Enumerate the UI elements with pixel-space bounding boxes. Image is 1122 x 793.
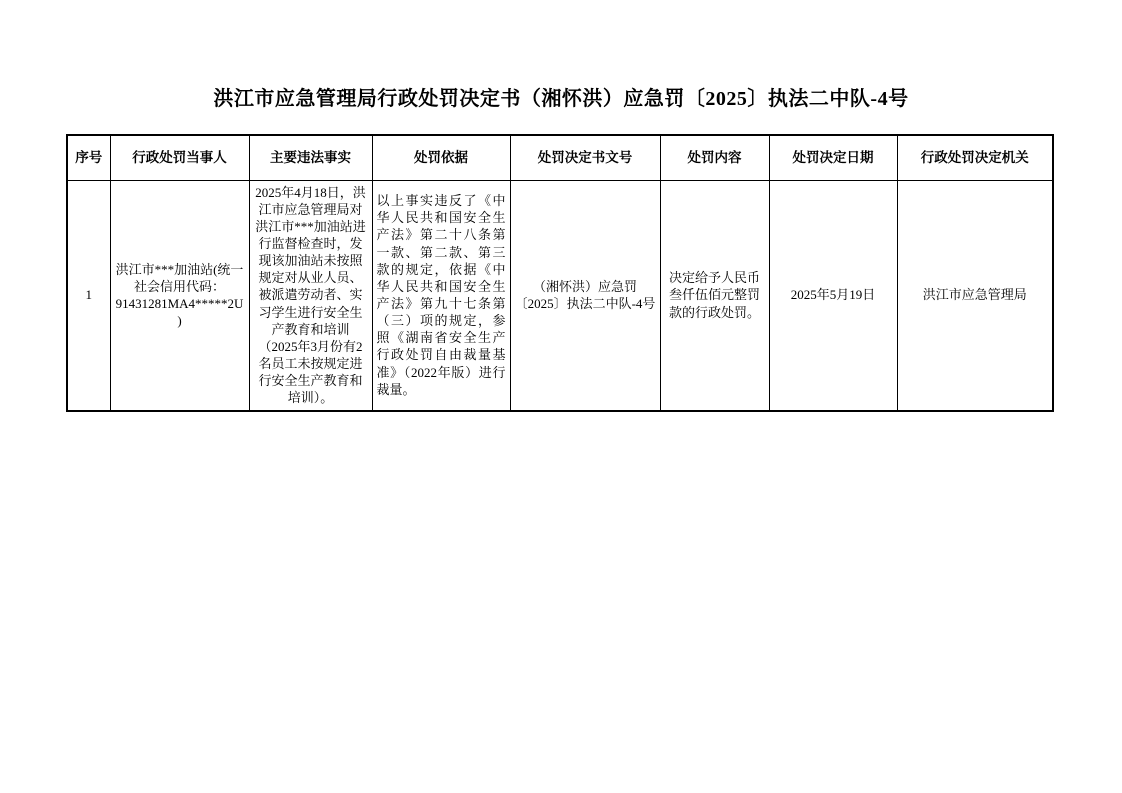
- header-index: 序号: [67, 135, 110, 180]
- header-basis: 处罚依据: [372, 135, 510, 180]
- header-facts: 主要违法事实: [249, 135, 372, 180]
- cell-decision-date: 2025年5月19日: [769, 180, 897, 411]
- cell-authority: 洪江市应急管理局: [897, 180, 1053, 411]
- document-title: 洪江市应急管理局行政处罚决定书（湘怀洪）应急罚〔2025〕执法二中队-4号: [213, 88, 909, 110]
- cell-facts: 2025年4月18日，洪江市应急管理局对洪江市***加油站进行监督检查时，发现该加油站未按照规定对从业人员、被派遣劳动者、实习学生进行安全生产教育和培训（2025年3月份有2名员工未按规定进行安全生产教育和培训）。: [249, 180, 372, 411]
- cell-index: 1: [67, 180, 110, 411]
- cell-doc-number: （湘怀洪）应急罚〔2025〕执法二中队-4号: [510, 180, 660, 411]
- header-doc-number: 处罚决定书文号: [510, 135, 660, 180]
- header-party: 行政处罚当事人: [110, 135, 249, 180]
- cell-penalty-content: 决定给予人民币叁仟伍佰元整罚款的行政处罚。: [660, 180, 769, 411]
- table-header-row: [67, 135, 1053, 180]
- table-row: [67, 180, 1053, 411]
- header-content: 处罚内容: [660, 135, 769, 180]
- header-authority: 行政处罚决定机关: [897, 135, 1053, 180]
- cell-party: 洪江市***加油站(统一社会信用代码：91431281MA4*****2U): [110, 180, 249, 411]
- penalty-table: [66, 134, 1054, 412]
- cell-basis: 以上事实违反了《中华人民共和国安全生产法》第二十八条第一款、第二款、第三款的规定，依据《中华人民共和国安全生产法》第九十七条第（三）项的规定，参照《湖南省安全生产行政处罚自由裁量基准》（2022年版）进行裁量。: [372, 180, 510, 411]
- header-date: 处罚决定日期: [769, 135, 897, 180]
